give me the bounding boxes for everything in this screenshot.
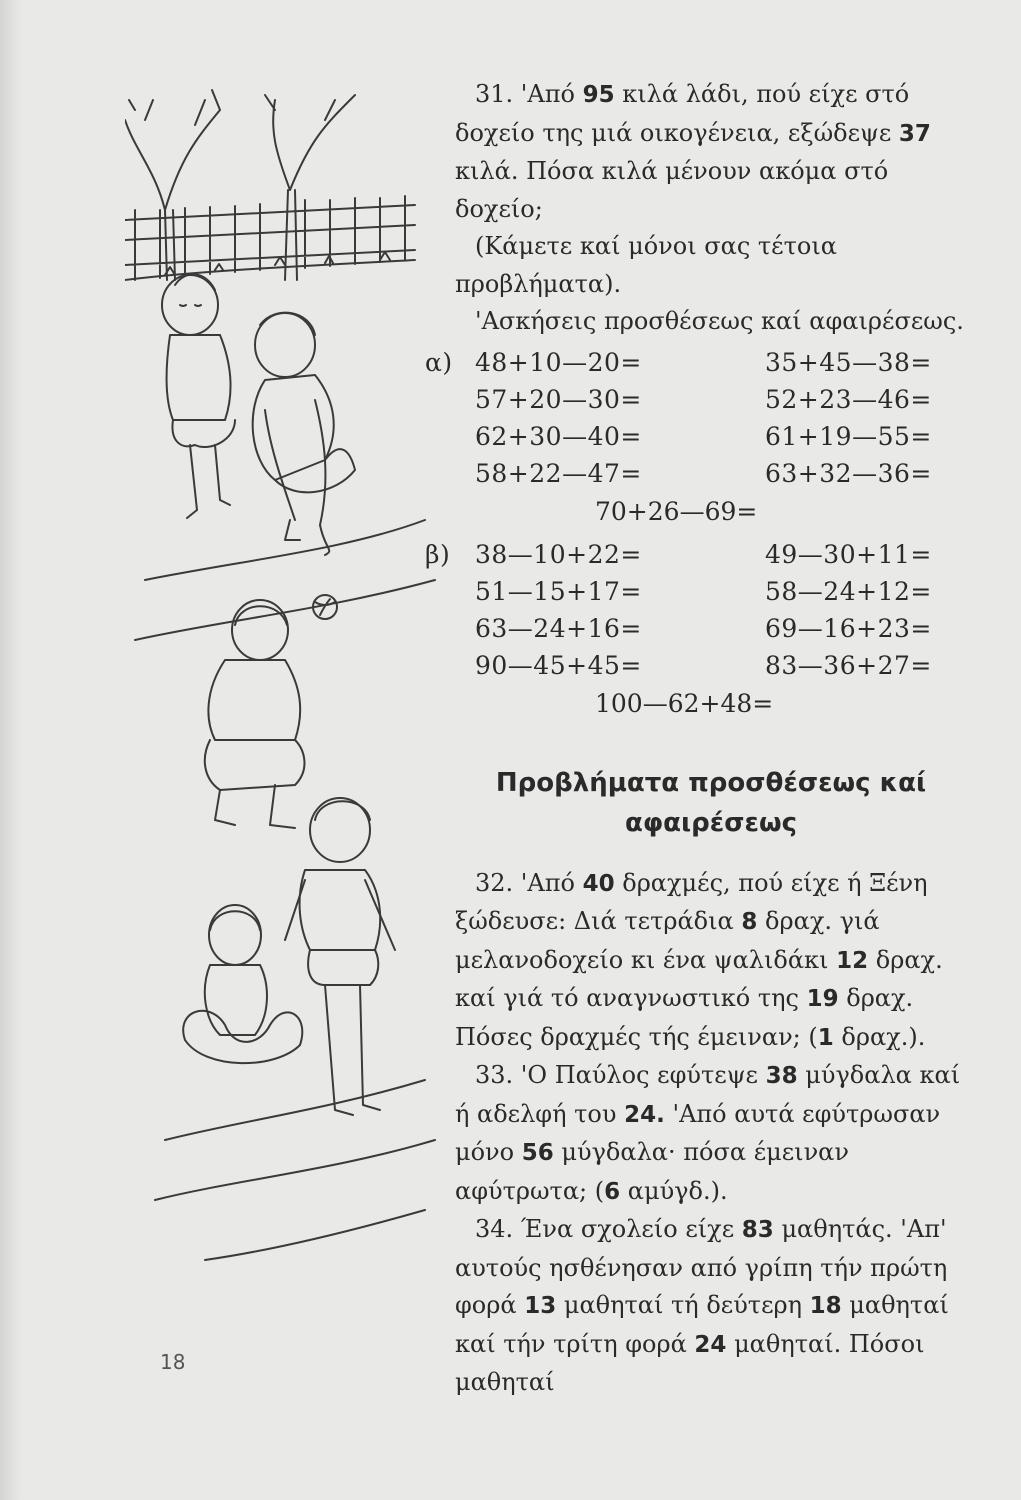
problem-34-num: 24	[694, 1331, 727, 1358]
problem-31-intro: 31. 'Από	[475, 80, 575, 108]
problem-33-num: 56	[521, 1140, 554, 1166]
exercise-item: 63—24+16=	[475, 614, 642, 644]
exercise-item: 38—10+22=	[475, 540, 642, 570]
exercise-row	[425, 345, 967, 382]
problem-32-text: δραχ.).	[841, 1022, 926, 1051]
problem-32-text: δραχ. Πόσες δραχμές τής έμειναν; (	[455, 984, 914, 1051]
exercise-row	[455, 456, 967, 493]
problem-32	[455, 865, 967, 1058]
exercise-item: 49—30+11=	[765, 540, 932, 570]
exercise-item: 58+22—47=	[475, 459, 642, 489]
problem-34-text: μαθηταί καί τήν τρίτη φορά	[455, 1291, 949, 1358]
sitting-child-body	[205, 965, 267, 1035]
exercise-row	[455, 574, 967, 611]
problem-31-text-1: κιλά λάδι, πού είχε στό δοχείο της μιά οικογένεια, εξώδεψε	[455, 80, 910, 147]
problem-34-num: 83	[741, 1217, 774, 1243]
exercise-group-a	[425, 345, 967, 531]
problem-31-note: (Κάμετε καί μόνοι σας τέτοια προβλήματα).	[455, 232, 837, 298]
children-playing-illustration	[125, 80, 440, 1300]
text-column	[425, 76, 967, 1402]
problem-31-num-1: 95	[582, 82, 615, 108]
problem-34	[455, 1211, 967, 1402]
tree-left	[125, 90, 220, 280]
problem-32-text: δραχ. καί γιά τό αναγνωστικό της	[455, 945, 943, 1012]
group-b-label: β)	[425, 540, 451, 570]
problem-33-text: αμύγδ.).	[627, 1176, 728, 1205]
problem-34-text: 34. Ένα σχολείο είχε	[475, 1215, 735, 1243]
exercise-item-center: 70+26—69=	[595, 496, 758, 526]
problem-34-text: μαθηταί. Πόσοι μαθηταί	[455, 1329, 925, 1396]
section-title-line-1: Προβλήματα προσθέσεως καί	[495, 767, 927, 798]
exercise-item: 51—15+17=	[475, 577, 642, 607]
girl-1-body	[167, 335, 231, 420]
problem-33-text: μύγδαλα· πόσα έμειναν αφύτρωτα; (	[455, 1138, 849, 1205]
exercise-item: 57+20—30=	[475, 385, 642, 415]
problem-34-num: 18	[809, 1293, 842, 1319]
exercises-heading: 'Ασκήσεις προσθέσεως καί αφαιρέσεως.	[475, 307, 964, 335]
page-number: 18	[160, 1350, 186, 1374]
exercise-item: 35+45—38=	[765, 348, 932, 378]
page-edge-shadow	[0, 0, 22, 1500]
exercise-item: 62+30—40=	[475, 422, 642, 452]
problem-32-num: 19	[806, 986, 839, 1012]
exercise-item: 58—24+12=	[765, 577, 932, 607]
problem-32-text: δραχ. γιά μελανοδοχείο κι ένα ψαλιδάκι	[455, 907, 880, 974]
exercise-item: 61+19—55=	[765, 422, 932, 452]
problem-31-num-2: 37	[898, 120, 931, 147]
exercise-row	[455, 648, 967, 685]
problem-34-text: μαθηταί τή δεύτερη	[563, 1291, 802, 1319]
exercise-item-center: 100—62+48=	[595, 688, 774, 718]
problem-31-text-2: κιλά. Πόσα κιλά μένουν ακόμα στό δοχείο;	[455, 157, 889, 223]
group-a-label: α)	[425, 348, 453, 378]
problem-32-num: 12	[836, 947, 869, 974]
problem-33-num: 24.	[624, 1101, 665, 1128]
exercise-item: 48+10—20=	[475, 348, 642, 378]
problem-32-text: 32. 'Από	[475, 868, 575, 897]
exercise-item: 90—45+45=	[475, 651, 642, 681]
exercise-item: 83—36+27=	[765, 651, 932, 681]
problem-32-num: 40	[582, 870, 615, 897]
tree-right	[265, 95, 355, 280]
section-title-line-2: αφαιρέσεως	[624, 807, 797, 838]
exercise-item: 52+23—46=	[765, 385, 932, 415]
exercise-item: 63+32—36=	[765, 459, 932, 489]
exercise-row	[455, 419, 967, 456]
standing-child-body	[300, 870, 381, 950]
problem-34-text: μαθητάς. 'Απ' αυτούς ησθένησαν από γρίπη τήν πρώτη φορά	[455, 1215, 948, 1319]
problem-33	[455, 1057, 967, 1211]
exercise-item: 69—16+23=	[765, 614, 932, 644]
problem-33-num: 38	[765, 1063, 798, 1089]
problem-32-num: 8	[741, 909, 758, 935]
problem-32-text: δραχμές, πού είχε ή Ξένη ξώδευσε: Διά τετράδια	[455, 868, 928, 935]
problem-34-num: 13	[524, 1293, 557, 1319]
boy-body	[208, 660, 300, 740]
problem-33-num: 6	[604, 1178, 621, 1205]
problem-32-num: 1	[817, 1024, 834, 1051]
problem-33-text: 'Από αυτά εφύτρωσαν μόνο	[455, 1099, 941, 1166]
problem-31	[455, 76, 967, 228]
exercise-group-b	[425, 537, 967, 723]
section-title	[455, 763, 967, 843]
exercise-row	[455, 382, 967, 419]
exercise-row	[455, 611, 967, 648]
exercise-row	[425, 537, 967, 574]
problem-33-text: 33. 'Ο Παύλος εφύτεψε	[475, 1061, 758, 1089]
problem-33-text: μύγδαλα καί ή αδελφή του	[455, 1061, 961, 1128]
